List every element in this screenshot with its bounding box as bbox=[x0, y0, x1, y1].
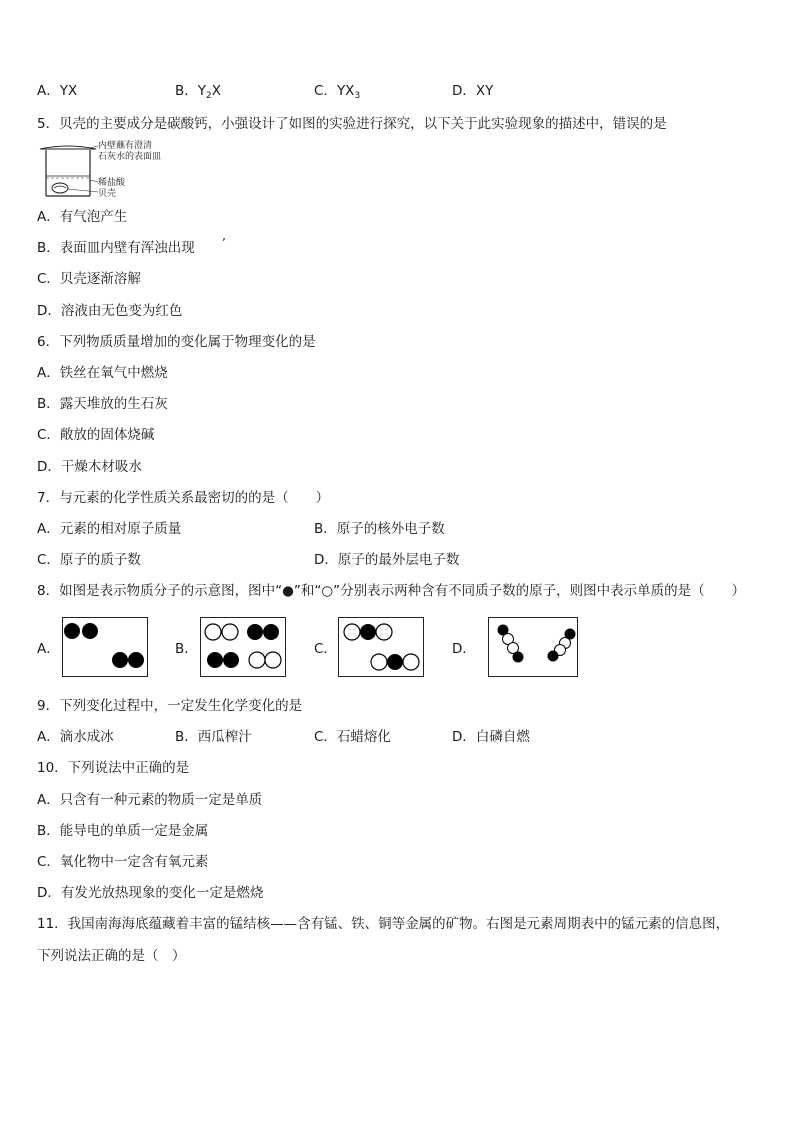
q8-option-b-label: B． bbox=[175, 641, 198, 657]
beaker-dish-diagram bbox=[38, 140, 98, 200]
q5-option-b: B．表面皿内壁有浑浊出现 bbox=[37, 240, 195, 256]
q4-option-b: B．$Y_2X$ bbox=[175, 83, 221, 101]
q7-option-a: A．元素的相对原子质量 bbox=[37, 521, 182, 537]
q8-option-c-label: C． bbox=[314, 641, 337, 657]
acid-label: 稀盐酸 bbox=[98, 178, 126, 188]
q10-option-b: B．能导电的单质一定是金属 bbox=[37, 823, 209, 839]
q11-stem-line2: 下列说法正确的是（ ） bbox=[37, 948, 186, 964]
q10-option-c: C．氧化物中一定含有氧元素 bbox=[37, 854, 209, 870]
q7-option-c: C．原子的质子数 bbox=[37, 552, 141, 568]
dish-label-line1: 内壁蘸有澄清 bbox=[98, 141, 153, 151]
q6-stem: 6．下列物质质量增加的变化属于物理变化的是 bbox=[37, 334, 316, 350]
q4-option-d: D．XY bbox=[452, 83, 494, 99]
q5-apparatus-figure bbox=[38, 140, 188, 200]
q5-option-a: A．有气泡产生 bbox=[37, 209, 128, 225]
q5-stem: 5．贝壳的主要成分是碳酸钙，小强设计了如图的实验进行探究，以下关于此实验现象的描述中，错误的是 bbox=[37, 116, 667, 132]
shell-label: 贝壳 bbox=[98, 189, 117, 199]
q10-option-d: D．有发光放热现象的变化一定是燃烧 bbox=[37, 885, 264, 901]
molecule-diagram-c bbox=[339, 618, 423, 676]
molecule-diagram-a bbox=[63, 618, 147, 676]
q8-option-a-label: A． bbox=[37, 641, 60, 657]
q6-option-d: D．干燥木材吸水 bbox=[37, 459, 142, 475]
q8-option-b-figure bbox=[200, 617, 286, 677]
q8-option-d-figure bbox=[488, 617, 578, 677]
dish-label-line2: 石灰水的表面皿 bbox=[98, 152, 162, 162]
q10-stem: 10．下列说法中正确的是 bbox=[37, 760, 190, 776]
stray-mark: ’ bbox=[222, 236, 226, 250]
q9-option-c: C．石蜡熔化 bbox=[314, 729, 391, 745]
q9-option-b: B．西瓜榨汁 bbox=[175, 729, 252, 745]
q11-stem-line1: 11．我国南海海底蕴藏着丰富的锰结核——含有锰、铁、铜等金属的矿物。右图是元素周期表中的锰元素的信息图， bbox=[37, 916, 730, 932]
q9-stem: 9．下列变化过程中，一定发生化学变化的是 bbox=[37, 698, 303, 714]
q7-stem: 7．与元素的化学性质关系最密切的的是（ ） bbox=[37, 490, 330, 506]
q8-option-c-figure bbox=[338, 617, 424, 677]
q5-option-c: C．贝壳逐渐溶解 bbox=[37, 271, 141, 287]
molecule-diagram-b bbox=[201, 618, 285, 676]
q5-option-d: D．溶液由无色变为红色 bbox=[37, 303, 183, 319]
q6-option-c: C．敞放的固体烧碱 bbox=[37, 427, 155, 443]
q6-option-a: A．铁丝在氧气中燃烧 bbox=[37, 365, 168, 381]
q8-stem: 8．如图是表示物质分子的示意图，图中“●”和“○”分别表示两种含有不同质子数的原子，则图中表示单质的是（ ） bbox=[37, 583, 746, 599]
q8-option-a-figure bbox=[62, 617, 148, 677]
q7-option-d: D．原子的最外层电子数 bbox=[314, 552, 460, 568]
q10-option-a: A．只含有一种元素的物质一定是单质 bbox=[37, 792, 263, 808]
molecule-diagram-d bbox=[489, 618, 577, 676]
q9-option-d: D．白磷自燃 bbox=[452, 729, 530, 745]
q4-option-a: A．YX bbox=[37, 83, 78, 99]
q4-option-c: C．$YX_3$ bbox=[314, 83, 361, 101]
q8-option-d-label: D． bbox=[452, 641, 476, 657]
q7-option-b: B．原子的核外电子数 bbox=[314, 521, 445, 537]
q9-option-a: A．滴水成冰 bbox=[37, 729, 114, 745]
q6-option-b: B．露天堆放的生石灰 bbox=[37, 396, 168, 412]
